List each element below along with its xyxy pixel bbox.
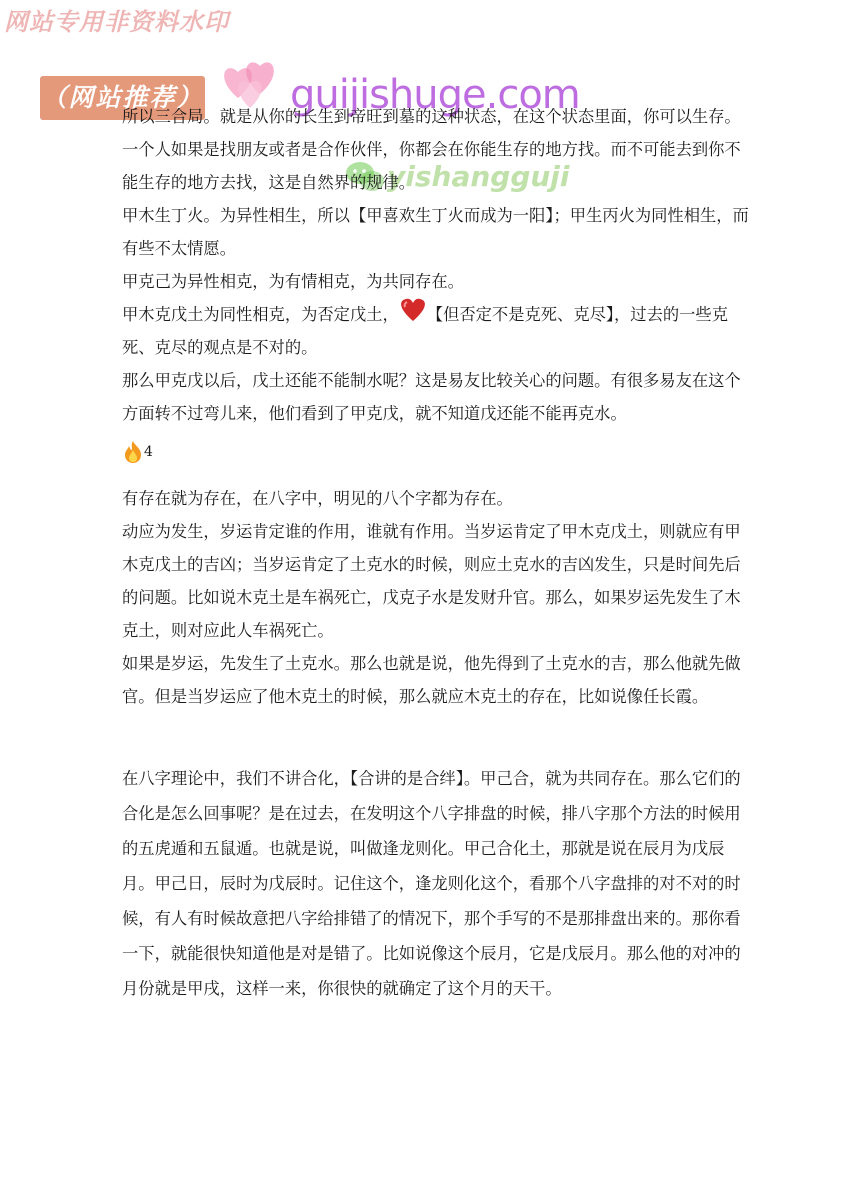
paragraph-2: 甲木生丁火。为异性相生，所以【甲喜欢生丁火而成为一阳】；甲生丙火为同性相生，而有些不太情愿。 — [122, 206, 749, 258]
paragraph-4-after: 【但否定不是克死、克尽】，过去的一些克死、克尽的观点是不对的。 — [122, 305, 728, 357]
fire-icon — [122, 440, 144, 464]
paragraph-8: 如果是岁运，先发生了土克水。那么也就是说，他先得到了土克水的吉，那么他就先做官。但是当岁运应了他木克土的时候，那么就应木克土的存在，比如说像任长霞。 — [122, 654, 741, 706]
document-body — [122, 100, 752, 1006]
section-marker — [122, 434, 752, 469]
spacer — [122, 713, 752, 761]
paragraph-5: 那么甲克戊以后，戊土还能不能制水呢？这是易友比较关心的问题。有很多易友在这个方面转不过弯儿来，他们看到了甲克戊，就不知道戊还能不能再克水。 — [122, 371, 741, 423]
site-watermark: guijishuge.com — [290, 72, 580, 118]
paragraph-3: 甲克己为异性相克，为有情相克，为共同存在。 — [122, 272, 464, 291]
top-watermark: 网站专用非资料水印 — [4, 8, 229, 36]
paragraph-4 — [122, 298, 752, 364]
section-number: 4 — [144, 444, 153, 460]
spacer — [122, 469, 752, 482]
paragraph-7: 动应为发生，岁运肯定谁的作用，谁就有作用。当岁运肯定了甲木克戊土，则就应有甲木克戊土的吉凶；当岁运肯定了土克水的时候，则应土克水的吉凶发生，只是时间先后的问题。比如说木克土是车祸死亡，戊克子水是发财升官。那么，如果岁运先发生了木克土，则对应此人车祸死亡。 — [122, 522, 741, 640]
paragraph-4-before: 甲木克戊土为同性相克，为否定戊土， — [122, 305, 399, 324]
paragraph-6: 有存在就为存在，在八字中，明见的八个字都为存在。 — [122, 489, 513, 508]
paragraph-9: 在八字理论中，我们不讲合化，【合讲的是合绊】。甲己合，就为共同存在。那么它们的合化是怎么回事呢？是在过去，在发明这个八字排盘的时候，排八字那个方法的时候用的五虎遁和五鼠遁。也就是说，叫做逢龙则化。甲己合化土，那就是说在辰月为戊辰月。甲己日，辰时为戊辰时。记住这个，逢龙则化这个，看那个八字盘排的对不对的时候，有人有时候故意把八字给排错了的情况下，那个手写的不是那排盘出来的。那你看一下，就能很快知道他是对是错了。比如说像这个辰月，它是戊辰月。那么他的对冲的月份就是甲戌，这样一来，你很快的就确定了这个月的天干。 — [122, 769, 741, 998]
red-heart-icon — [399, 297, 427, 323]
paragraph-1: 所以三合局。就是从你的长生到帝旺到墓的这种状态，在这个状态里面，你可以生存。一个人如果是找朋友或者是合作伙伴，你都会在你能生存的地方找。而不可能去到你不能生存的地方去找，这是自然界的规律。 — [122, 107, 741, 192]
recommend-badge: （网站推荐） — [40, 76, 205, 120]
secondary-site-watermark: yishangguji — [387, 160, 570, 193]
